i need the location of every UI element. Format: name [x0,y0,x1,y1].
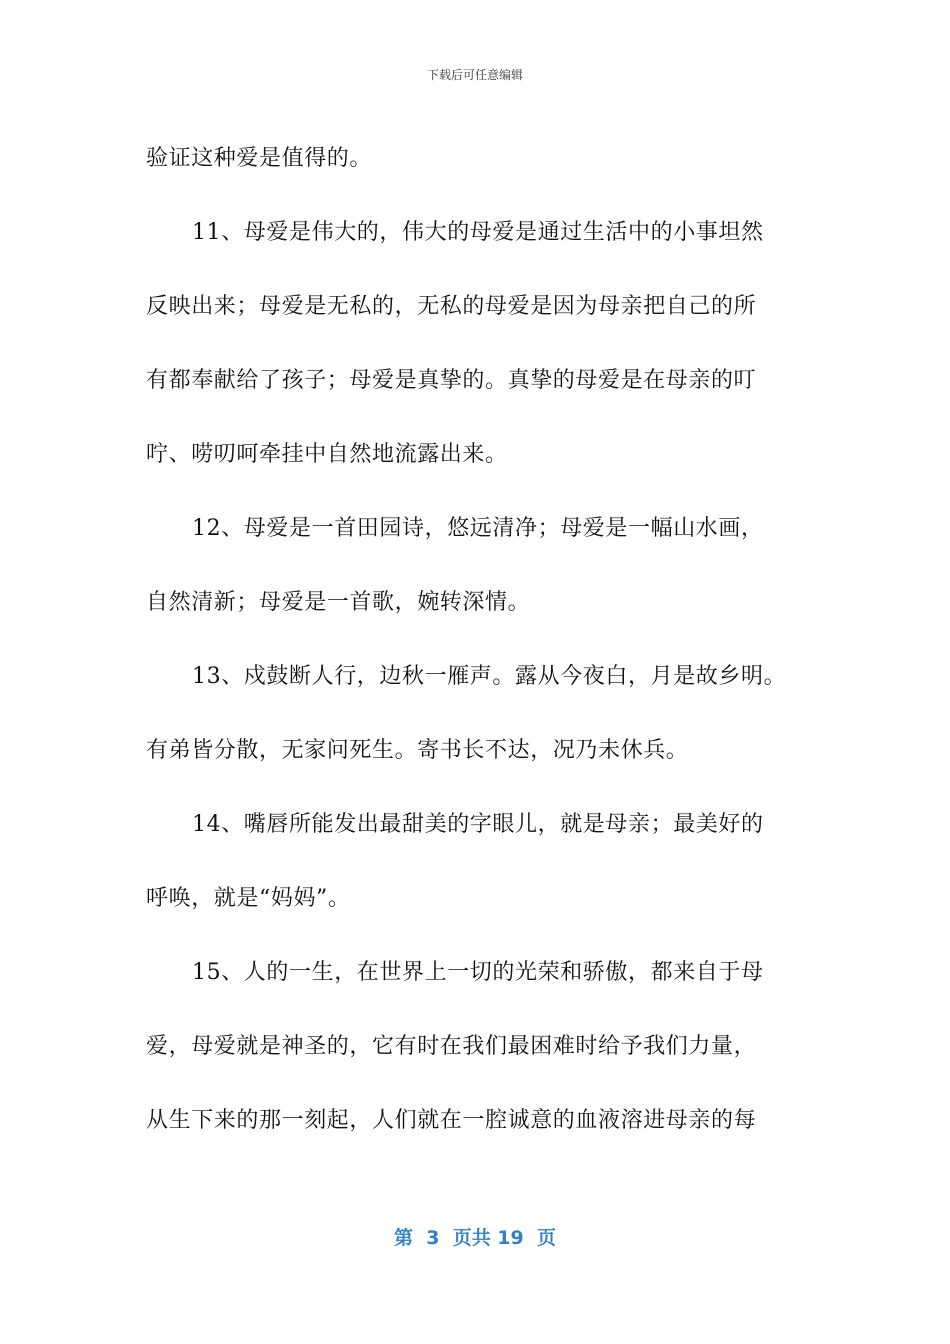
text-line: 12、母爱是一首田园诗，悠远清净；母爱是一幅山水画， [192,516,764,541]
text-line: 15、人的一生，在世界上一切的光荣和骄傲，都来自于母 [192,960,764,985]
text-line: 自然清新；母爱是一首歌，婉转深情。 [146,590,531,615]
text-line: 咛、唠叨呵牵挂中自然地流露出来。 [146,442,508,467]
text-line: 验证这种爱是值得的。 [146,146,373,171]
text-line: 11、母爱是伟大的，伟大的母爱是通过生活中的小事坦然 [192,220,764,245]
text-line: 爱，母爱就是神圣的，它有时在我们最困难时给予我们力量， [146,1034,757,1059]
text-line: 有弟皆分散，无家问死生。寄书长不达，况乃未休兵。 [146,738,689,763]
document-body [146,122,806,1158]
text-line: 有都奉献给了孩子；母爱是真挚的。真挚的母爱是在母亲的叮 [146,368,757,393]
header-note: 下载后可任意编辑 [426,68,523,82]
page-number-footer: 第 3 页共 19 页 [394,1227,556,1249]
text-line: 反映出来；母爱是无私的，无私的母爱是因为母亲把自己的所 [146,294,757,319]
text-line: 从生下来的那一刻起，人们就在一腔诚意的血液溶进母亲的每 [146,1108,757,1133]
text-line: 14、嘴唇所能发出最甜美的字眼儿，就是母亲；最美好的 [192,812,764,837]
text-line: 13、戍鼓断人行，边秋一雁声。露从今夜白，月是故乡明。 [192,664,787,689]
text-line: 呼唤，就是“妈妈”。 [146,886,351,911]
